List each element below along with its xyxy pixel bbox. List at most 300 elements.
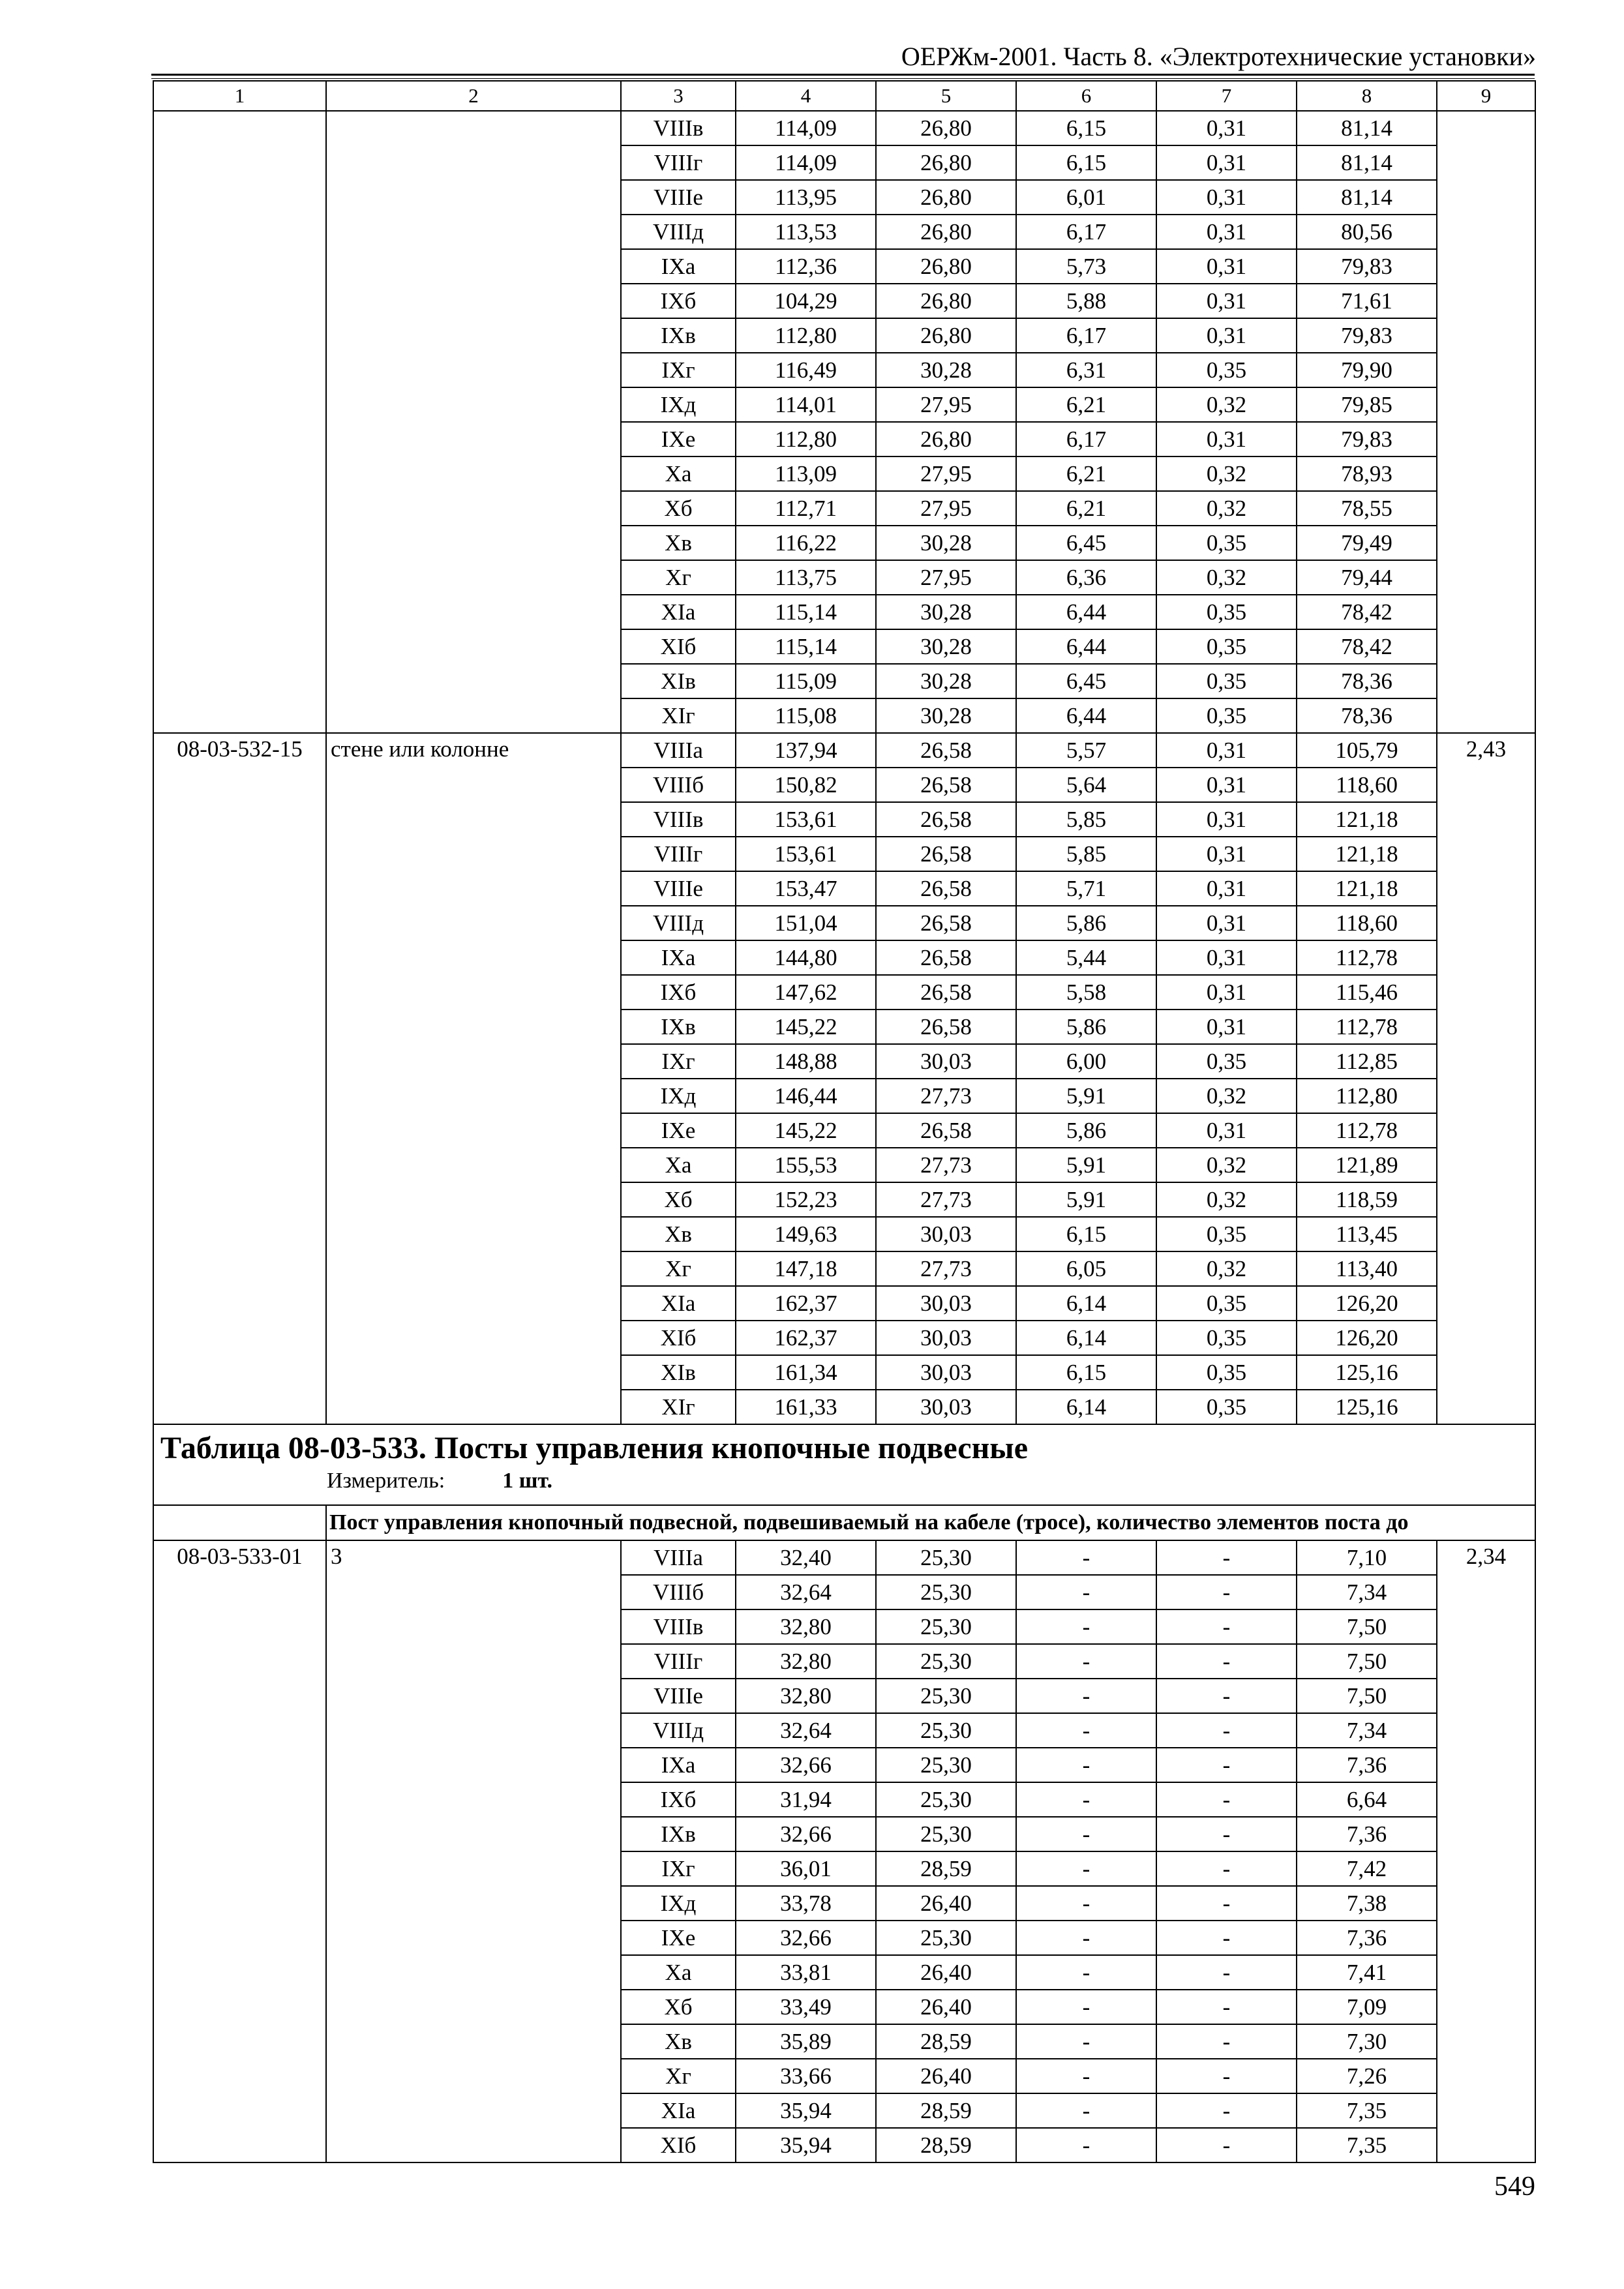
- wages-cell: 26,58: [876, 871, 1016, 906]
- operator-wages-cell: 0,35: [1156, 526, 1297, 560]
- materials-cost-cell: 7,42: [1297, 1851, 1437, 1886]
- machine-cost-cell: -: [1016, 1921, 1156, 1955]
- machine-cost-cell: 6,15: [1016, 1355, 1156, 1390]
- machine-cost-cell: 6,15: [1016, 145, 1156, 180]
- machine-cost-cell: -: [1016, 1817, 1156, 1851]
- direct-cost-cell: 149,63: [736, 1217, 876, 1251]
- materials-cost-cell: 112,78: [1297, 1010, 1437, 1044]
- operator-wages-cell: 0,31: [1156, 145, 1297, 180]
- header-rule: [151, 74, 1535, 76]
- wages-cell: 28,59: [876, 2024, 1016, 2059]
- column-number-row: [153, 81, 1535, 111]
- wages-cell: 27,95: [876, 387, 1016, 422]
- wages-cell: 25,30: [876, 1817, 1016, 1851]
- zone-cell: Xг: [621, 1251, 736, 1286]
- machine-cost-cell: 6,44: [1016, 698, 1156, 733]
- wages-cell: 30,28: [876, 526, 1016, 560]
- wages-cell: 27,95: [876, 456, 1016, 491]
- wages-cell: 30,28: [876, 595, 1016, 629]
- materials-cost-cell: 112,78: [1297, 1113, 1437, 1148]
- materials-cost-cell: 78,42: [1297, 595, 1437, 629]
- wages-cell: 26,58: [876, 1113, 1016, 1148]
- direct-cost-cell: 33,81: [736, 1955, 876, 1990]
- direct-cost-cell: 148,88: [736, 1044, 876, 1079]
- wages-cell: 26,58: [876, 802, 1016, 837]
- zone-cell: VIIIд: [621, 1713, 736, 1748]
- machine-cost-cell: 6,45: [1016, 526, 1156, 560]
- materials-cost-cell: 79,90: [1297, 353, 1437, 387]
- materials-cost-cell: 7,26: [1297, 2059, 1437, 2093]
- wages-cell: 26,80: [876, 422, 1016, 456]
- materials-cost-cell: 7,50: [1297, 1609, 1437, 1644]
- direct-cost-cell: 33,78: [736, 1886, 876, 1921]
- zone-cell: IXд: [621, 387, 736, 422]
- machine-cost-cell: 5,91: [1016, 1079, 1156, 1113]
- zone-cell: Xа: [621, 456, 736, 491]
- operator-wages-cell: 0,35: [1156, 1390, 1297, 1424]
- machine-cost-cell: 6,36: [1016, 560, 1156, 595]
- machine-cost-cell: 6,44: [1016, 595, 1156, 629]
- materials-cost-cell: 79,83: [1297, 422, 1437, 456]
- machine-cost-cell: -: [1016, 2093, 1156, 2128]
- materials-cost-cell: 7,38: [1297, 1886, 1437, 1921]
- zone-cell: XIб: [621, 2128, 736, 2162]
- operator-wages-cell: -: [1156, 1644, 1297, 1679]
- machine-cost-cell: -: [1016, 1679, 1156, 1713]
- column-number-4: 4: [736, 81, 876, 111]
- coefficient-cell: 2,43: [1437, 733, 1535, 1424]
- direct-cost-cell: 161,34: [736, 1355, 876, 1390]
- machine-cost-cell: 5,71: [1016, 871, 1156, 906]
- materials-cost-cell: 121,89: [1297, 1148, 1437, 1182]
- zone-cell: VIIIе: [621, 1679, 736, 1713]
- direct-cost-cell: 32,66: [736, 1817, 876, 1851]
- wages-cell: 26,58: [876, 975, 1016, 1010]
- zone-cell: VIIIд: [621, 906, 736, 940]
- table-title-row: [153, 1424, 1535, 1505]
- wages-cell: 30,03: [876, 1321, 1016, 1355]
- zone-cell: IXг: [621, 1851, 736, 1886]
- operator-wages-cell: 0,32: [1156, 1251, 1297, 1286]
- wages-cell: 25,30: [876, 1644, 1016, 1679]
- machine-cost-cell: -: [1016, 2024, 1156, 2059]
- direct-cost-cell: 32,66: [736, 1748, 876, 1782]
- materials-cost-cell: 78,93: [1297, 456, 1437, 491]
- machine-cost-cell: 6,21: [1016, 456, 1156, 491]
- wages-cell: 30,28: [876, 698, 1016, 733]
- wages-cell: 26,80: [876, 111, 1016, 145]
- zone-cell: VIIIв: [621, 1609, 736, 1644]
- machine-cost-cell: -: [1016, 1990, 1156, 2024]
- machine-cost-cell: 5,86: [1016, 1113, 1156, 1148]
- wages-cell: 27,95: [876, 491, 1016, 526]
- direct-cost-cell: 144,80: [736, 940, 876, 975]
- operator-wages-cell: 0,31: [1156, 768, 1297, 802]
- direct-cost-cell: 32,40: [736, 1540, 876, 1575]
- wages-cell: 30,03: [876, 1044, 1016, 1079]
- direct-cost-cell: 162,37: [736, 1286, 876, 1321]
- materials-cost-cell: 126,20: [1297, 1286, 1437, 1321]
- zone-cell: IXв: [621, 1010, 736, 1044]
- wages-cell: 28,59: [876, 2128, 1016, 2162]
- operator-wages-cell: 0,35: [1156, 353, 1297, 387]
- operator-wages-cell: 0,35: [1156, 629, 1297, 664]
- wages-cell: 26,80: [876, 284, 1016, 318]
- wages-cell: 26,40: [876, 1990, 1016, 2024]
- zone-cell: Xа: [621, 1955, 736, 1990]
- operator-wages-cell: 0,32: [1156, 1182, 1297, 1217]
- wages-cell: 26,80: [876, 215, 1016, 249]
- direct-cost-cell: 153,47: [736, 871, 876, 906]
- zone-cell: IXд: [621, 1886, 736, 1921]
- table-title: Таблица 08-03-533. Посты управления кнопочные подвесные: [160, 1431, 1029, 1465]
- machine-cost-cell: -: [1016, 1609, 1156, 1644]
- zone-cell: VIIIв: [621, 802, 736, 837]
- machine-cost-cell: 5,85: [1016, 802, 1156, 837]
- zone-cell: VIIIд: [621, 215, 736, 249]
- wages-cell: 25,30: [876, 1575, 1016, 1609]
- machine-cost-cell: -: [1016, 1955, 1156, 1990]
- unit-line: [160, 1467, 1528, 1495]
- operator-wages-cell: 0,31: [1156, 733, 1297, 768]
- description-row: [153, 1505, 1535, 1540]
- operator-wages-cell: -: [1156, 1851, 1297, 1886]
- direct-cost-cell: 153,61: [736, 837, 876, 871]
- wages-cell: 30,03: [876, 1390, 1016, 1424]
- machine-cost-cell: 5,91: [1016, 1148, 1156, 1182]
- materials-cost-cell: 126,20: [1297, 1321, 1437, 1355]
- coefficient-cell: [1437, 111, 1535, 733]
- operator-wages-cell: -: [1156, 1748, 1297, 1782]
- materials-cost-cell: 112,78: [1297, 940, 1437, 975]
- wages-cell: 30,28: [876, 353, 1016, 387]
- machine-cost-cell: -: [1016, 2059, 1156, 2093]
- direct-cost-cell: 113,09: [736, 456, 876, 491]
- direct-cost-cell: 155,53: [736, 1148, 876, 1182]
- machine-cost-cell: 5,73: [1016, 249, 1156, 284]
- materials-cost-cell: 112,80: [1297, 1079, 1437, 1113]
- page-number: 549: [1494, 2172, 1535, 2202]
- zone-cell: IXг: [621, 1044, 736, 1079]
- operator-wages-cell: 0,35: [1156, 1286, 1297, 1321]
- zone-cell: XIв: [621, 664, 736, 698]
- machine-cost-cell: -: [1016, 1782, 1156, 1817]
- wages-cell: 26,80: [876, 318, 1016, 353]
- operator-wages-cell: 0,32: [1156, 560, 1297, 595]
- wages-cell: 25,30: [876, 1921, 1016, 1955]
- zone-cell: VIIIа: [621, 1540, 736, 1575]
- direct-cost-cell: 112,80: [736, 318, 876, 353]
- running-header: ОЕРЖм-2001. Часть 8. «Электротехнические установки»: [901, 42, 1536, 71]
- operator-wages-cell: -: [1156, 2059, 1297, 2093]
- direct-cost-cell: 116,22: [736, 526, 876, 560]
- operator-wages-cell: 0,31: [1156, 318, 1297, 353]
- operator-wages-cell: -: [1156, 1955, 1297, 1990]
- wages-cell: 26,58: [876, 940, 1016, 975]
- operator-wages-cell: -: [1156, 1679, 1297, 1713]
- direct-cost-cell: 32,64: [736, 1713, 876, 1748]
- materials-cost-cell: 121,18: [1297, 802, 1437, 837]
- wages-cell: 30,03: [876, 1286, 1016, 1321]
- direct-cost-cell: 32,66: [736, 1921, 876, 1955]
- materials-cost-cell: 7,36: [1297, 1817, 1437, 1851]
- materials-cost-cell: 125,16: [1297, 1355, 1437, 1390]
- wages-cell: 28,59: [876, 1851, 1016, 1886]
- operator-wages-cell: 0,31: [1156, 422, 1297, 456]
- operator-wages-cell: -: [1156, 2128, 1297, 2162]
- machine-cost-cell: 6,14: [1016, 1286, 1156, 1321]
- direct-cost-cell: 112,36: [736, 249, 876, 284]
- wages-cell: 30,03: [876, 1217, 1016, 1251]
- wages-cell: 25,30: [876, 1679, 1016, 1713]
- operator-wages-cell: 0,32: [1156, 387, 1297, 422]
- zone-cell: Xб: [621, 491, 736, 526]
- rate-name-cell: стене или колонне: [326, 733, 621, 1424]
- unit-label: Измеритель:: [327, 1469, 445, 1493]
- rate-name-cell: 3: [326, 1540, 621, 2162]
- zone-cell: IXб: [621, 284, 736, 318]
- materials-cost-cell: 81,14: [1297, 180, 1437, 215]
- zone-cell: VIIIе: [621, 180, 736, 215]
- operator-wages-cell: 0,35: [1156, 1044, 1297, 1079]
- operator-wages-cell: 0,31: [1156, 837, 1297, 871]
- materials-cost-cell: 71,61: [1297, 284, 1437, 318]
- materials-cost-cell: 81,14: [1297, 111, 1437, 145]
- materials-cost-cell: 78,36: [1297, 698, 1437, 733]
- machine-cost-cell: 6,14: [1016, 1390, 1156, 1424]
- direct-cost-cell: 112,71: [736, 491, 876, 526]
- direct-cost-cell: 113,75: [736, 560, 876, 595]
- machine-cost-cell: -: [1016, 1540, 1156, 1575]
- zone-cell: IXб: [621, 1782, 736, 1817]
- wages-cell: 26,58: [876, 837, 1016, 871]
- zone-cell: XIа: [621, 595, 736, 629]
- zone-cell: Xг: [621, 2059, 736, 2093]
- materials-cost-cell: 118,60: [1297, 906, 1437, 940]
- materials-cost-cell: 7,34: [1297, 1575, 1437, 1609]
- machine-cost-cell: 6,44: [1016, 629, 1156, 664]
- materials-cost-cell: 112,85: [1297, 1044, 1437, 1079]
- wages-cell: 26,58: [876, 906, 1016, 940]
- zone-cell: IXв: [621, 1817, 736, 1851]
- table-row: [153, 733, 1535, 768]
- machine-cost-cell: -: [1016, 2128, 1156, 2162]
- rate-code-cell: 08-03-532-15: [153, 733, 326, 1424]
- materials-cost-cell: 115,46: [1297, 975, 1437, 1010]
- materials-cost-cell: 113,45: [1297, 1217, 1437, 1251]
- operator-wages-cell: -: [1156, 1990, 1297, 2024]
- materials-cost-cell: 6,64: [1297, 1782, 1437, 1817]
- wages-cell: 27,73: [876, 1182, 1016, 1217]
- operator-wages-cell: 0,31: [1156, 1010, 1297, 1044]
- wages-cell: 26,58: [876, 733, 1016, 768]
- materials-cost-cell: 105,79: [1297, 733, 1437, 768]
- materials-cost-cell: 7,34: [1297, 1713, 1437, 1748]
- zone-cell: IXв: [621, 318, 736, 353]
- materials-cost-cell: 80,56: [1297, 215, 1437, 249]
- zone-cell: XIг: [621, 698, 736, 733]
- operator-wages-cell: -: [1156, 1609, 1297, 1644]
- wages-cell: 25,30: [876, 1609, 1016, 1644]
- direct-cost-cell: 151,04: [736, 906, 876, 940]
- direct-cost-cell: 35,94: [736, 2128, 876, 2162]
- operator-wages-cell: 0,31: [1156, 906, 1297, 940]
- wages-cell: 26,80: [876, 180, 1016, 215]
- wages-cell: 26,40: [876, 2059, 1016, 2093]
- machine-cost-cell: -: [1016, 1713, 1156, 1748]
- machine-cost-cell: 6,17: [1016, 215, 1156, 249]
- machine-cost-cell: 5,86: [1016, 1010, 1156, 1044]
- direct-cost-cell: 115,08: [736, 698, 876, 733]
- direct-cost-cell: 115,14: [736, 629, 876, 664]
- materials-cost-cell: 121,18: [1297, 837, 1437, 871]
- operator-wages-cell: 0,31: [1156, 111, 1297, 145]
- operator-wages-cell: 0,32: [1156, 1079, 1297, 1113]
- zone-cell: VIIIг: [621, 1644, 736, 1679]
- unit-value: 1 шт.: [502, 1469, 553, 1493]
- machine-cost-cell: 5,86: [1016, 906, 1156, 940]
- description-cell: Пост управления кнопочный подвесной, подвешиваемый на кабеле (тросе), количество элементов поста до: [326, 1505, 1535, 1540]
- machine-cost-cell: 6,21: [1016, 387, 1156, 422]
- direct-cost-cell: 147,18: [736, 1251, 876, 1286]
- direct-cost-cell: 32,80: [736, 1679, 876, 1713]
- direct-cost-cell: 35,94: [736, 2093, 876, 2128]
- materials-cost-cell: 7,10: [1297, 1540, 1437, 1575]
- direct-cost-cell: 114,09: [736, 111, 876, 145]
- direct-cost-cell: 31,94: [736, 1782, 876, 1817]
- zone-cell: IXе: [621, 422, 736, 456]
- zone-cell: Xб: [621, 1990, 736, 2024]
- materials-cost-cell: 7,41: [1297, 1955, 1437, 1990]
- zone-cell: VIIIб: [621, 1575, 736, 1609]
- machine-cost-cell: 6,15: [1016, 1217, 1156, 1251]
- column-number-5: 5: [876, 81, 1016, 111]
- table-title-cell: [153, 1424, 1535, 1505]
- operator-wages-cell: 0,35: [1156, 1355, 1297, 1390]
- direct-cost-cell: 153,61: [736, 802, 876, 837]
- column-number-8: 8: [1297, 81, 1437, 111]
- direct-cost-cell: 147,62: [736, 975, 876, 1010]
- zone-cell: Xг: [621, 560, 736, 595]
- zone-cell: VIIIе: [621, 871, 736, 906]
- wages-cell: 27,73: [876, 1251, 1016, 1286]
- direct-cost-cell: 145,22: [736, 1010, 876, 1044]
- operator-wages-cell: 0,31: [1156, 940, 1297, 975]
- zone-cell: IXд: [621, 1079, 736, 1113]
- zone-cell: XIб: [621, 629, 736, 664]
- direct-cost-cell: 162,37: [736, 1321, 876, 1355]
- operator-wages-cell: 0,31: [1156, 1113, 1297, 1148]
- materials-cost-cell: 118,60: [1297, 768, 1437, 802]
- materials-cost-cell: 78,36: [1297, 664, 1437, 698]
- machine-cost-cell: 6,00: [1016, 1044, 1156, 1079]
- direct-cost-cell: 161,33: [736, 1390, 876, 1424]
- direct-cost-cell: 114,01: [736, 387, 876, 422]
- machine-cost-cell: -: [1016, 1644, 1156, 1679]
- machine-cost-cell: 6,21: [1016, 491, 1156, 526]
- wages-cell: 27,73: [876, 1079, 1016, 1113]
- direct-cost-cell: 115,14: [736, 595, 876, 629]
- wages-cell: 26,58: [876, 1010, 1016, 1044]
- zone-cell: VIIIг: [621, 837, 736, 871]
- operator-wages-cell: 0,35: [1156, 698, 1297, 733]
- operator-wages-cell: -: [1156, 1782, 1297, 1817]
- machine-cost-cell: 6,17: [1016, 422, 1156, 456]
- machine-cost-cell: -: [1016, 1748, 1156, 1782]
- wages-cell: 30,28: [876, 664, 1016, 698]
- zone-cell: XIа: [621, 2093, 736, 2128]
- wages-cell: 27,73: [876, 1148, 1016, 1182]
- machine-cost-cell: 5,64: [1016, 768, 1156, 802]
- direct-cost-cell: 112,80: [736, 422, 876, 456]
- rate-code-cell: [153, 111, 326, 733]
- zone-cell: IXа: [621, 1748, 736, 1782]
- direct-cost-cell: 113,53: [736, 215, 876, 249]
- operator-wages-cell: 0,32: [1156, 1148, 1297, 1182]
- direct-cost-cell: 35,89: [736, 2024, 876, 2059]
- materials-cost-cell: 81,14: [1297, 145, 1437, 180]
- wages-cell: 26,40: [876, 1886, 1016, 1921]
- operator-wages-cell: -: [1156, 2093, 1297, 2128]
- materials-cost-cell: 113,40: [1297, 1251, 1437, 1286]
- column-number-2: 2: [326, 81, 621, 111]
- materials-cost-cell: 78,55: [1297, 491, 1437, 526]
- materials-cost-cell: 7,36: [1297, 1748, 1437, 1782]
- machine-cost-cell: 6,01: [1016, 180, 1156, 215]
- direct-cost-cell: 137,94: [736, 733, 876, 768]
- operator-wages-cell: -: [1156, 1886, 1297, 1921]
- materials-cost-cell: 7,09: [1297, 1990, 1437, 2024]
- zone-cell: Xб: [621, 1182, 736, 1217]
- direct-cost-cell: 36,01: [736, 1851, 876, 1886]
- direct-cost-cell: 104,29: [736, 284, 876, 318]
- direct-cost-cell: 114,09: [736, 145, 876, 180]
- operator-wages-cell: 0,32: [1156, 491, 1297, 526]
- operator-wages-cell: 0,31: [1156, 180, 1297, 215]
- operator-wages-cell: 0,35: [1156, 1321, 1297, 1355]
- machine-cost-cell: 5,44: [1016, 940, 1156, 975]
- materials-cost-cell: 79,85: [1297, 387, 1437, 422]
- materials-cost-cell: 7,50: [1297, 1644, 1437, 1679]
- direct-cost-cell: 115,09: [736, 664, 876, 698]
- machine-cost-cell: 5,57: [1016, 733, 1156, 768]
- zone-cell: IXб: [621, 975, 736, 1010]
- column-number-9: 9: [1437, 81, 1535, 111]
- machine-cost-cell: -: [1016, 1575, 1156, 1609]
- zone-cell: VIIIг: [621, 145, 736, 180]
- machine-cost-cell: 6,15: [1016, 111, 1156, 145]
- zone-cell: Xв: [621, 1217, 736, 1251]
- wages-cell: 26,80: [876, 145, 1016, 180]
- machine-cost-cell: 5,91: [1016, 1182, 1156, 1217]
- materials-cost-cell: 79,44: [1297, 560, 1437, 595]
- direct-cost-cell: 113,95: [736, 180, 876, 215]
- wages-cell: 30,28: [876, 629, 1016, 664]
- zone-cell: IXе: [621, 1113, 736, 1148]
- operator-wages-cell: 0,35: [1156, 1217, 1297, 1251]
- wages-cell: 25,30: [876, 1540, 1016, 1575]
- column-number-3: 3: [621, 81, 736, 111]
- materials-cost-cell: 7,50: [1297, 1679, 1437, 1713]
- materials-cost-cell: 7,35: [1297, 2093, 1437, 2128]
- rate-code-cell: 08-03-533-01: [153, 1540, 326, 2162]
- operator-wages-cell: 0,35: [1156, 595, 1297, 629]
- zone-cell: XIа: [621, 1286, 736, 1321]
- machine-cost-cell: 6,05: [1016, 1251, 1156, 1286]
- materials-cost-cell: 7,36: [1297, 1921, 1437, 1955]
- operator-wages-cell: -: [1156, 1575, 1297, 1609]
- operator-wages-cell: 0,31: [1156, 802, 1297, 837]
